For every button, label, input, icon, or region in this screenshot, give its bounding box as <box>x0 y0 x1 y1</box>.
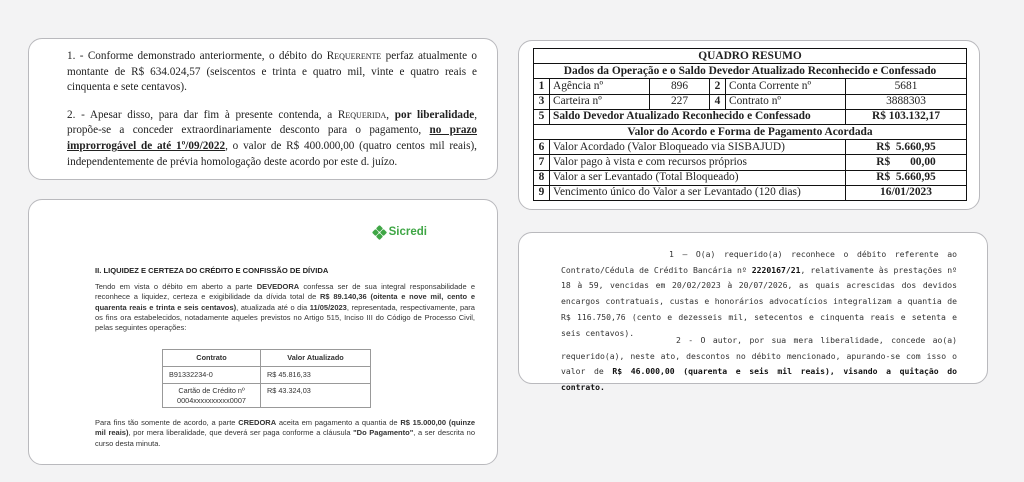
column-header: Valor Atualizado <box>261 350 371 367</box>
excerpt-card-sicredi <box>28 199 498 465</box>
contracts-table <box>162 349 371 408</box>
column-header: Contrato <box>163 350 261 367</box>
summary-subtitle-1: Dados da Operação e o Saldo Devedor Atualizado Reconhecido e Confessado <box>534 64 967 79</box>
summary-table <box>533 48 967 201</box>
paragraph-2: Para fins tão somente de acordo, a parte CREDORA aceita em pagamento a quantia de R$ 15.000,00 (quinze mil reais), por mera liberalidade, que deverá ser paga conforme a cláusula "Do Pagamento", a ser descrita no curso desta minuta. <box>95 418 476 448</box>
table-row: 3 Carteira nº 227 4 Contrato nº 3888303 <box>534 94 967 109</box>
table-row: Cartão de Crédito nº 0004xxxxxxxxxx0007 R$ 43.324,03 <box>163 384 371 408</box>
table-row: B91332234-0 R$ 45.816,33 <box>163 367 371 384</box>
excerpt-card-1 <box>28 38 498 180</box>
table-row: 1 Agência nº 896 2 Conta Corrente nº 5681 <box>534 79 967 94</box>
sicredi-logo: Sicredi <box>373 226 427 239</box>
table-row: 7 Valor pago à vista e com recursos próprios R$ 00,00 <box>534 155 967 170</box>
paragraph-1: 1. - Conforme demonstrado anteriormente, o débito do Requerente perfaz atualmente o montante de R$ 634.024,57 (seiscentos e trinta e quatro mil, vinte e quatro reais e cinquenta e sete centavos). <box>67 50 477 94</box>
sicredi-logo-icon <box>373 226 386 239</box>
table-row: 6 Valor Acordado (Valor Bloqueado via SISBAJUD) R$ 5.660,95 <box>534 140 967 155</box>
table-row: 9 Vencimento único do Valor a ser Levantado (120 dias) 16/01/2023 <box>534 185 967 200</box>
summary-subtitle-2: Valor do Acordo e Forma de Pagamento Acordada <box>534 124 967 139</box>
excerpt-card-4 <box>518 232 988 393</box>
paragraph-1: Tendo em vista o débito em aberto a parte DEVEDORA confessa ser de sua integral responsabilidade e reconhece a liquidez, certeza e exigibilidade da dívida total de R$ 89.140,36 (oitenta e nove mil, cento e quarenta reais e trinta e seis centavos), atualizada até o dia 11/05/2023, representada, respectivamente, para os fins ora estabelecidos, notadamente aqueles previstos no Artigo 515, Inciso III do Código de Processo Civil, pelas seguintes operações: <box>95 282 475 333</box>
paragraph-2: 2 - O autor, por sua mera liberalidade, concede ao(a) requerido(a), neste ato, descontos no débito mencionado, apurando-se com isso o valor de R$ 46.000,00 (quarenta e seis mil reais), visando a quitação do contrato. <box>561 335 957 393</box>
paragraph-1: 1 – O(a) requerido(a) reconhece o débito referente ao Contrato/Cédula de Crédito Bancária nº 2220167/21, relativamente às prestações nº 18 à 59, vencidas em 20/02/2023 à 20/07/2026, as quais acrescidas dos devidos encargos contratuais, custas e honorários advocatícios integralizam a quantia de R$ 116.750,76 (cento e dezesseis mil, setecentos e cinquenta reais e setenta e seis centavos). <box>561 249 958 338</box>
table-row: 8 Valor a ser Levantado (Total Bloqueado) R$ 5.660,95 <box>534 170 967 185</box>
paragraph-2: 2. - Apesar disso, para dar fim à presente contenda, a Requerida, por liberalidade, propõe-se a conceder extraordinariamente desconto para o pagamento, no prazo improrrogável de até 1º/09/2022, o valor de R$ 400.000,00 (quatro centos mil reais), independentemente de prévia homologação deste acordo por este d. juízo. <box>67 108 478 168</box>
table-row: 5 Saldo Devedor Atualizado Reconhecido e Confessado R$ 103.132,17 <box>534 109 967 124</box>
summary-table-card <box>518 40 980 210</box>
summary-title: QUADRO RESUMO <box>534 49 967 64</box>
section-heading: II. LIQUIDEZ E CERTEZA DO CRÉDITO E CONFISSÃO DE DÍVIDA <box>95 266 329 275</box>
